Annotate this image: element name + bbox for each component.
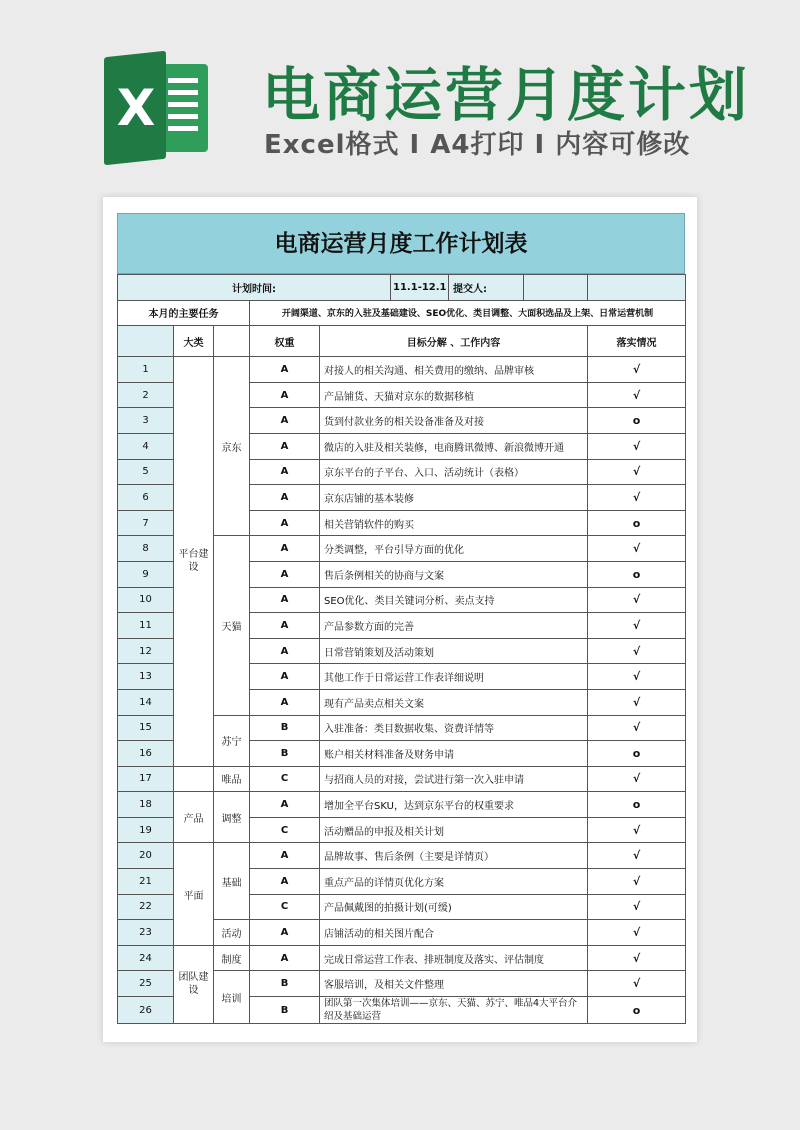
row-status[interactable]: √ xyxy=(588,945,686,971)
row-status[interactable]: √ xyxy=(588,894,686,920)
group-plane: 平面 xyxy=(174,843,214,945)
row-weight: A xyxy=(250,408,320,434)
row-weight: B xyxy=(250,997,320,1024)
row-task[interactable]: SEO优化、类目关键词分析、卖点支持 xyxy=(320,587,588,613)
group-activity: 活动 xyxy=(214,920,250,946)
row-no: 4 xyxy=(118,433,174,459)
plan-time-label: 计划时间: xyxy=(118,275,391,301)
row-weight: A xyxy=(250,638,320,664)
banner-subtitle: Excel格式 I A4打印 I 内容可修改 xyxy=(264,130,691,160)
row-weight: A xyxy=(250,433,320,459)
row-task[interactable]: 产品佩戴图的拍摄计划(可缓) xyxy=(320,894,588,920)
header-row xyxy=(118,326,686,357)
row-no: 6 xyxy=(118,485,174,511)
row-status[interactable]: √ xyxy=(588,766,686,792)
main-task-row xyxy=(118,300,686,326)
row-no: 11 xyxy=(118,613,174,639)
banner xyxy=(0,0,800,196)
row-weight: A xyxy=(250,843,320,869)
row-weight: A xyxy=(250,561,320,587)
row-weight: A xyxy=(250,920,320,946)
banner-title: 电商运营月度计划 xyxy=(262,61,751,129)
row-no: 5 xyxy=(118,459,174,485)
row-status[interactable]: √ xyxy=(588,817,686,843)
row-no: 25 xyxy=(118,971,174,997)
row-weight: A xyxy=(250,587,320,613)
row-task[interactable]: 京东平台的子平台、入口、活动统计（表格） xyxy=(320,459,588,485)
row-task[interactable]: 客服培训，及相关文件整理 xyxy=(320,971,588,997)
row-no: 24 xyxy=(118,945,174,971)
main-task-value[interactable]: 开阔渠道、京东的入驻及基础建设、SEO优化、类目调整、大面积选品及上架、日常运营机制 xyxy=(250,300,686,326)
row-no: 9 xyxy=(118,561,174,587)
row-status[interactable]: √ xyxy=(588,843,686,869)
row-status[interactable]: √ xyxy=(588,459,686,485)
row-no: 3 xyxy=(118,408,174,434)
plan-time-row xyxy=(118,275,686,301)
row-status[interactable]: √ xyxy=(588,485,686,511)
row-status[interactable]: √ xyxy=(588,920,686,946)
row-status[interactable]: √ xyxy=(588,715,686,741)
excel-logo-icon xyxy=(100,52,216,164)
row-status[interactable]: √ xyxy=(588,638,686,664)
header-content: 目标分解 、工作内容 xyxy=(320,326,588,357)
group-product: 产品 xyxy=(174,792,214,843)
row-status[interactable]: √ xyxy=(588,664,686,690)
row-status[interactable]: o xyxy=(588,741,686,767)
row-task[interactable]: 重点产品的详情页优化方案 xyxy=(320,869,588,895)
header-weight: 权重 xyxy=(250,326,320,357)
row-task[interactable]: 售后条例相关的协商与文案 xyxy=(320,561,588,587)
row-status[interactable]: o xyxy=(588,997,686,1024)
row-weight: A xyxy=(250,510,320,536)
row-task[interactable]: 微店的入驻及相关装修，电商腾讯微博、新浪微博开通 xyxy=(320,433,588,459)
row-weight: C xyxy=(250,766,320,792)
row-task[interactable]: 京东店铺的基本装修 xyxy=(320,485,588,511)
row-task[interactable]: 日常营销策划及活动策划 xyxy=(320,638,588,664)
row-status[interactable]: √ xyxy=(588,869,686,895)
group-jd: 京东 xyxy=(214,357,250,536)
row-no: 10 xyxy=(118,587,174,613)
row-task[interactable]: 相关营销软件的购买 xyxy=(320,510,588,536)
row-status[interactable]: √ xyxy=(588,971,686,997)
row-weight: A xyxy=(250,459,320,485)
row-weight: A xyxy=(250,664,320,690)
row-weight: A xyxy=(250,792,320,818)
row-status[interactable]: o xyxy=(588,510,686,536)
main-task-label: 本月的主要任务 xyxy=(118,300,250,326)
submitter-value[interactable] xyxy=(524,275,588,301)
group-suning: 苏宁 xyxy=(214,715,250,766)
row-weight: B xyxy=(250,971,320,997)
row-no: 7 xyxy=(118,510,174,536)
submitter-label: 提交人: xyxy=(449,275,524,301)
row-task[interactable]: 完成日常运营工作表、排班制度及落实、评估制度 xyxy=(320,945,588,971)
row-no: 20 xyxy=(118,843,174,869)
row-task[interactable]: 现有产品卖点相关文案 xyxy=(320,689,588,715)
row-status[interactable]: √ xyxy=(588,433,686,459)
row-no: 19 xyxy=(118,817,174,843)
row-weight: A xyxy=(250,485,320,511)
row-status[interactable]: √ xyxy=(588,587,686,613)
row-status[interactable]: √ xyxy=(588,613,686,639)
row-no: 26 xyxy=(118,997,174,1024)
table-row[interactable] xyxy=(118,945,686,971)
row-no: 21 xyxy=(118,869,174,895)
row-no: 14 xyxy=(118,689,174,715)
blank-category xyxy=(174,766,214,792)
header-no xyxy=(118,326,174,357)
row-weight: A xyxy=(250,613,320,639)
row-no: 8 xyxy=(118,536,174,562)
table-row[interactable] xyxy=(118,843,686,869)
row-weight: C xyxy=(250,817,320,843)
row-no: 22 xyxy=(118,894,174,920)
header-category: 大类 xyxy=(174,326,214,357)
row-weight: C xyxy=(250,894,320,920)
row-task[interactable]: 增加全平台SKU，达到京东平台的权重要求 xyxy=(320,792,588,818)
row-no: 18 xyxy=(118,792,174,818)
row-task[interactable]: 分类调整，平台引导方面的优化 xyxy=(320,536,588,562)
row-task[interactable]: 产品参数方面的完善 xyxy=(320,613,588,639)
row-weight: B xyxy=(250,715,320,741)
row-task[interactable]: 入驻准备：类目数据收集、资费详情等 xyxy=(320,715,588,741)
plan-time-value[interactable]: 11.1-12.1 xyxy=(391,275,449,301)
row-status[interactable]: o xyxy=(588,792,686,818)
plan-table xyxy=(117,274,686,1024)
row-no: 16 xyxy=(118,741,174,767)
group-training: 培训 xyxy=(214,971,250,1024)
table-row[interactable] xyxy=(118,792,686,818)
row-task[interactable]: 与招商人员的对接，尝试进行第一次入驻申请 xyxy=(320,766,588,792)
header-status: 落实情况 xyxy=(588,326,686,357)
table-row[interactable] xyxy=(118,357,686,383)
row-task[interactable]: 其他工作于日常运营工作表详细说明 xyxy=(320,664,588,690)
group-adjust: 调整 xyxy=(214,792,250,843)
table-row[interactable] xyxy=(118,766,686,792)
row-weight: A xyxy=(250,869,320,895)
group-team: 团队建设 xyxy=(174,945,214,1023)
group-system: 制度 xyxy=(214,945,250,971)
row-status[interactable]: √ xyxy=(588,357,686,383)
group-tmall: 天猫 xyxy=(214,536,250,715)
row-task[interactable]: 店铺活动的相关图片配合 xyxy=(320,920,588,946)
row-no: 1 xyxy=(118,357,174,383)
row-no: 23 xyxy=(118,920,174,946)
row-weight: B xyxy=(250,741,320,767)
document-page xyxy=(103,197,697,1042)
row-task[interactable]: 账户相关材料准备及财务申请 xyxy=(320,741,588,767)
row-status[interactable]: o xyxy=(588,561,686,587)
row-task[interactable]: 团队第一次集体培训——京东、天猫、苏宁、唯品4大平台介绍及基础运营 xyxy=(320,997,588,1024)
row-no: 17 xyxy=(118,766,174,792)
group-basic: 基础 xyxy=(214,843,250,920)
row-weight: A xyxy=(250,357,320,383)
logo-letter: X xyxy=(116,79,156,137)
row-status[interactable]: √ xyxy=(588,382,686,408)
row-no: 12 xyxy=(118,638,174,664)
row-weight: A xyxy=(250,945,320,971)
row-status[interactable]: √ xyxy=(588,536,686,562)
row-task[interactable]: 对接人的相关沟通、相关费用的缴纳、品牌审核 xyxy=(320,357,588,383)
row-task[interactable]: 产品铺货、天猫对京东的数据移植 xyxy=(320,382,588,408)
row-task[interactable]: 品牌故事、售后条例（主要是详情页） xyxy=(320,843,588,869)
group-vip: 唯品 xyxy=(214,766,250,792)
row-weight: A xyxy=(250,536,320,562)
row-status[interactable]: o xyxy=(588,408,686,434)
row-no: 15 xyxy=(118,715,174,741)
row-weight: A xyxy=(250,382,320,408)
group-platform: 平台建设 xyxy=(174,357,214,767)
row-task[interactable]: 货到付款业务的相关设备准备及对接 xyxy=(320,408,588,434)
row-status[interactable]: √ xyxy=(588,689,686,715)
sheet-title: 电商运营月度工作计划表 xyxy=(117,213,685,274)
row-task[interactable]: 活动赠品的申报及相关计划 xyxy=(320,817,588,843)
row-weight: A xyxy=(250,689,320,715)
row-no: 13 xyxy=(118,664,174,690)
blank-cell xyxy=(588,275,686,301)
row-no: 2 xyxy=(118,382,174,408)
header-sub xyxy=(214,326,250,357)
